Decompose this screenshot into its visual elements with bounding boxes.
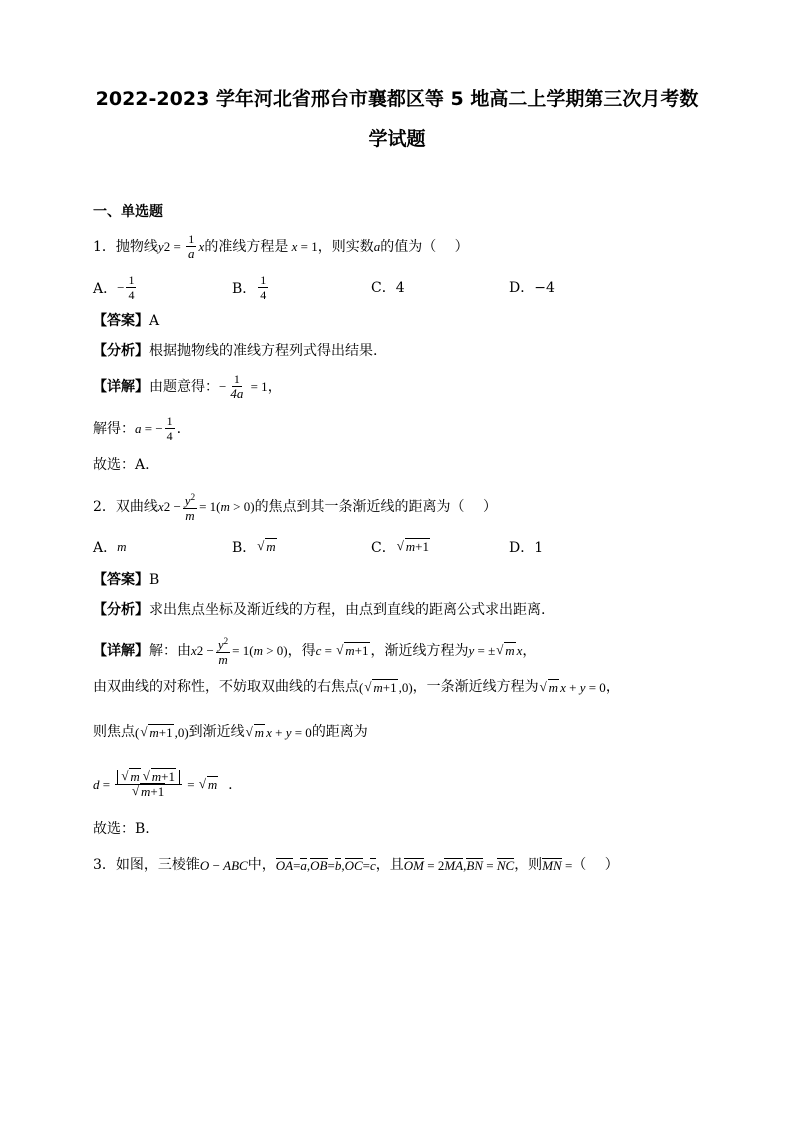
q1-detail: 【详解】 由题意得： − $\frac{1}{4a}$ = 1 ， xyxy=(93,372,282,401)
q1-prefix: 1．抛物线 xyxy=(93,238,158,255)
q1-option-b: B． $\frac{1}{4}$ xyxy=(232,273,267,302)
q1-suffix: 的值为（ ） xyxy=(380,238,469,255)
q1-option-a: A． − $\frac{1}{4}$ xyxy=(93,273,135,302)
q2-stem: 2．双曲线 x 2 − $\frac{y^2}{m}$ = 1( m > 0) 的焦点到其一条渐近线的距离为（ ） xyxy=(93,492,498,523)
q1-stem: 1．抛物线 y 2 = $\frac{1}{a}$ x 的准线方程是 x = 1 ，则实数 a 的值为（ ） xyxy=(93,232,469,261)
q1-mid: 的准线方程是 xyxy=(204,238,289,255)
q3-stem: 3．如图，三棱锥 O − ABC 中， OA = a , OB = b , OC = c ，且 OM = 2 MA , BN = NC ，则 MN = （ ） xyxy=(93,857,619,873)
q2-distance-formula: d = √ m√ m+1 √ m+1 = √ m . xyxy=(93,770,233,799)
q1-fraction: $\frac{1}{a}$ xyxy=(188,232,195,261)
q2-detail: 【详解】 解：由 x 2 − $\frac{y^2}{m}$ = 1( m > 0) ，得 c = √ m+1 ，渐近线方程为 y = ± √ m x ， xyxy=(93,634,536,667)
q2-option-c: C． √ m+1 xyxy=(371,537,431,557)
q1-solve: 解得： a = − $\frac{1}{4}$ . xyxy=(93,414,182,443)
q2-line2: 由双曲线的对称性，不妨取双曲线的右焦点 ( √ m+1 ,0) ，一条渐近线方程为 √ m x + y = 0 ， xyxy=(93,680,620,694)
q1-analysis: 【分析】 根据抛物线的准线方程列式得出结果. xyxy=(93,343,378,359)
q1-mid2: ，则实数 xyxy=(317,238,374,255)
q1-answer: 【答案】 A xyxy=(93,313,160,329)
q2-analysis: 【分析】 求出焦点坐标及渐近线的方程，由点到直线的距离公式求出距离. xyxy=(93,602,546,618)
section-heading: 一、单选题 xyxy=(93,204,163,220)
q2-option-d: D．1 xyxy=(509,540,544,556)
q1-option-c: C．4 xyxy=(371,280,405,296)
q2-line3: 则焦点 ( √ m+1 ,0) 到渐近线 √ m x + y = 0 的距离为 xyxy=(93,725,368,739)
document-title-line1: 2022-2023 学年河北省邢台市襄都区等 5 地高二上学期第三次月考数 xyxy=(95,88,699,110)
q2-option-a: A． m xyxy=(93,539,127,556)
q2-choose: 故选：B. xyxy=(93,821,150,837)
q2-answer: 【答案】 B xyxy=(93,572,160,588)
q1-choose: 故选：A. xyxy=(93,457,150,473)
q2-option-b: B． √ m xyxy=(232,537,278,557)
q1-option-d: D．−4 xyxy=(509,280,555,296)
document-title-line2: 学试题 xyxy=(368,128,426,150)
